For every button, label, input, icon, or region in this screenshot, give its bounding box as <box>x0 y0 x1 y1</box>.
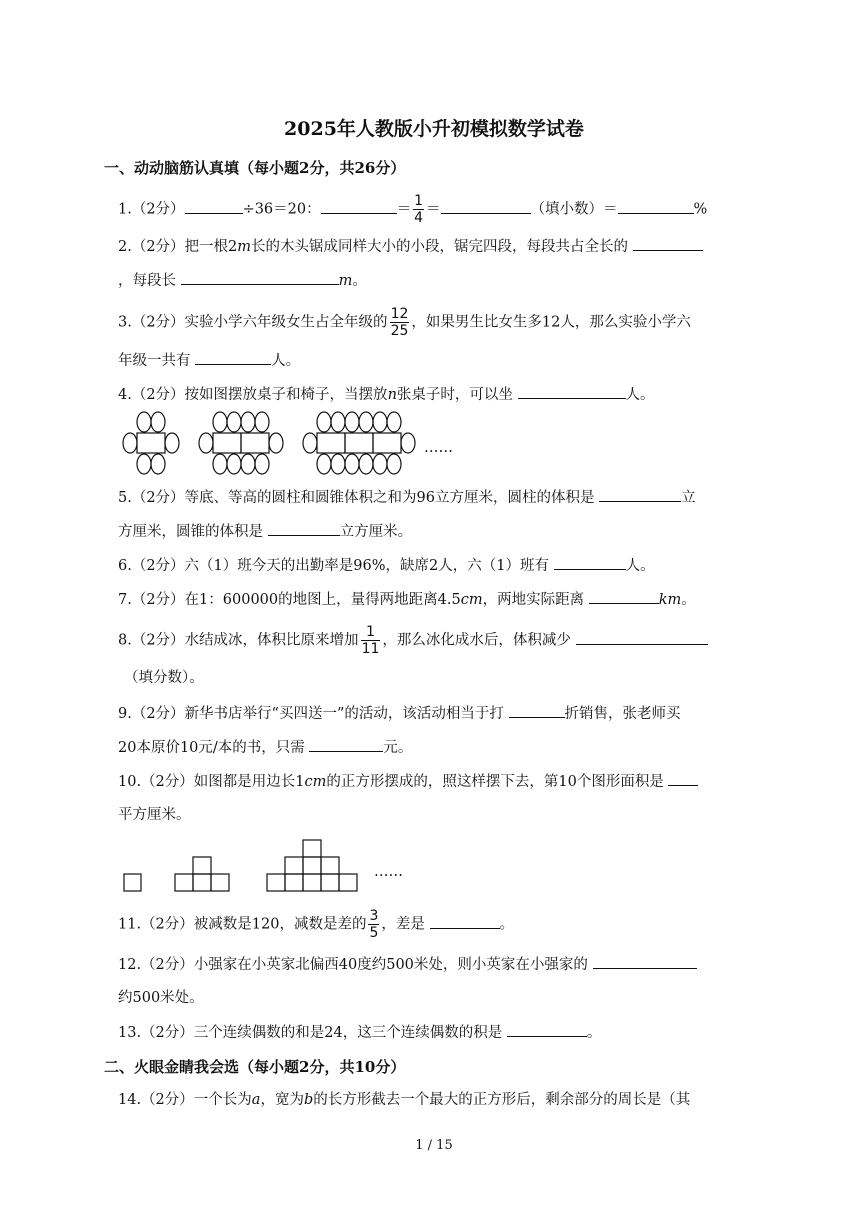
question-12-cont: 约500米处。 <box>118 990 204 1006</box>
question-12: 12.（2分）小强家在小英家北偏西40度约500米处，则小英家在小强家的 <box>118 954 697 975</box>
fraction: $\frac{1}{4}$ <box>414 193 424 226</box>
fraction: $\frac{1}{11}$ <box>361 624 380 657</box>
question-8-cont: （填分数）。 <box>124 670 204 686</box>
question-8: 8.（2分）水结成冰，体积比原来增加 $\frac{1}{11}$ ，那么冰化成水后，体积减少 <box>118 624 708 657</box>
question-10-cont: 平方厘米。 <box>118 807 191 823</box>
section-2-heading: 二、火眼金睛我会选（每小题2分，共10分） <box>104 1058 406 1076</box>
question-5-cont: 方厘米，圆锥的体积是 立方厘米。 <box>118 521 412 542</box>
figure-ellipsis-2: …… <box>374 864 403 880</box>
question-5: 5.（2分）等底、等高的圆柱和圆锥体积之和为96立方厘米，圆柱的体积是 立 <box>118 487 696 508</box>
page-title: 2025年人教版小升初模拟数学试卷 <box>284 118 584 140</box>
section-1-heading: 一、动动脑筋认真填（每小题2分，共26分） <box>104 159 406 177</box>
squares-figure <box>120 836 360 894</box>
question-2-cont: ，每段长 m。 <box>118 270 367 291</box>
question-3: 3.（2分）实验小学六年级女生占全年级的 $\frac{12}{25}$ ，如果男生比女生多12人，那么实验小学六 <box>118 306 691 339</box>
question-13: 13.（2分）三个连续偶数的和是24，这三个连续偶数的积是 。 <box>118 1022 601 1043</box>
page-number: 1 / 15 <box>415 1138 453 1153</box>
fraction: $\frac{3}{5}$ <box>369 908 379 941</box>
question-9: 9.（2分）新华书店举行“买四送一”的活动，该活动相当于打 折销售，张老师买 <box>118 703 681 724</box>
figure-ellipsis: …… <box>424 440 453 456</box>
question-4: 4.（2分）按如图摆放桌子和椅子，当摆放n张桌子时，可以坐 人。 <box>118 384 655 405</box>
question-1: 1.（2分） ÷36＝20： ＝ $\frac{1}{4}$ ＝ （填小数）＝ % <box>118 193 708 226</box>
question-6: 6.（2分）六（1）班今天的出勤率是96%，缺席2人，六（1）班有 人。 <box>118 555 655 576</box>
question-9-cont: 20本原价10元/本的书，只需 元。 <box>118 737 412 758</box>
question-10: 10.（2分）如图都是用边长1cm的正方形摆成的，照这样摆下去，第10个图形面积是 <box>118 771 698 792</box>
question-7: 7.（2分）在1：600000的地图上，量得两地距离4.5cm，两地实际距离 km。 <box>118 589 696 610</box>
fraction: $\frac{12}{25}$ <box>390 306 409 339</box>
question-11: 11.（2分）被减数是120，减数是差的 $\frac{3}{5}$ ，差是 。 <box>118 908 514 941</box>
question-14: 14.（2分）一个长为a，宽为b的长方形截去一个最大的正方形后，剩余部分的周长是（其 <box>118 1092 691 1108</box>
question-3-cont: 年级一共有 人。 <box>118 350 300 371</box>
tables-chairs-figure <box>120 410 460 476</box>
question-2: 2.（2分）把一根2m长的木头锯成同样大小的小段，锯完四段，每段共占全长的 <box>118 236 703 257</box>
